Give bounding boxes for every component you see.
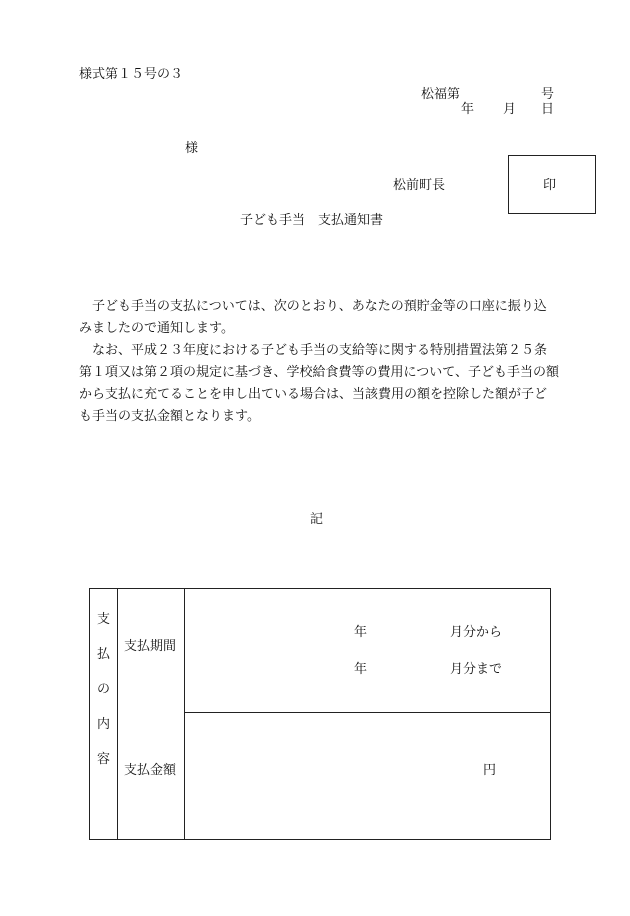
document-number-label: 松福第 [421,87,461,102]
issuer-name: 松前町長 [393,178,446,193]
section-char: 内 [96,717,110,732]
period-from-month: 月分から [450,625,503,640]
body-paragraph-1: 子ども手当の支払については、次のとおり、あなたの預貯金等の口座に振り込みましたので通知します。 [79,299,547,336]
ki-heading: 記 [310,512,324,527]
section-char: 支 [96,612,110,627]
section-char: 払 [96,647,110,662]
body-paragraph-2: なお、平成２３年度における子ども手当の支給等に関する特別措置法第２５条第１項又は第２項の規定に基づき、学校給食費等の費用について、子ども手当の額から支払に充てることを申し出ている場合は、当該費用の額を控除した額が子ども手当の支払金額となります。 [79,343,559,424]
table-divider [184,712,550,713]
date-month: 月 [503,102,517,117]
payment-period-label: 支払期間 [124,639,177,654]
payment-amount-label: 支払金額 [124,763,177,778]
notice-body [79,296,559,428]
section-char: の [96,682,110,697]
table-divider [184,589,185,839]
date-day: 日 [541,102,555,117]
payment-details-table [89,588,551,840]
section-label-vertical [90,613,117,766]
table-divider [117,589,118,839]
period-to-year: 年 [354,662,368,677]
section-char: 容 [96,752,110,767]
period-to-month: 月分まで [450,662,503,677]
document-number-suffix: 号 [541,87,555,102]
form-number: 様式第１５号の３ [79,67,184,82]
amount-unit: 円 [483,763,497,778]
seal-label: 印 [543,178,557,193]
period-from-year: 年 [354,625,368,640]
date-year: 年 [461,102,475,117]
document-title: 子ども手当 支払通知書 [240,213,384,228]
addressee-suffix: 様 [185,141,199,156]
